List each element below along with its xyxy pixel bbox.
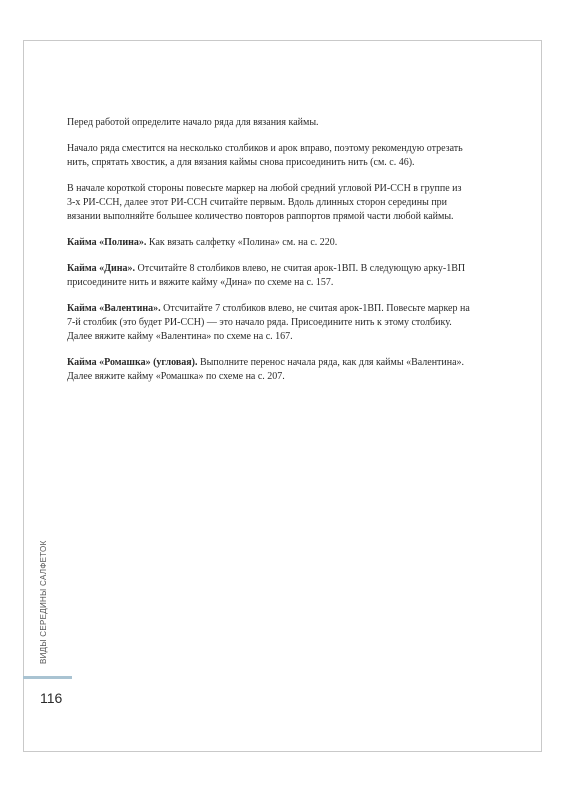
paragraph-border-valentina (67, 302, 472, 344)
paragraph-text: Выполните перенос начала ряда, как для каймы «Валентина». Далее вяжите кайму «Ромашка» по схеме на с. 207. (67, 357, 465, 382)
paragraph-text: В начале короткой стороны повесьте маркер на любой средний угловой РИ-ССН в группе из 3-х РИ-ССН, далее этот РИ-ССН считайте первым. Вдоль длинных сторон середины при вязании выполняйте большее количество повторов раппортов прямой части любой каймы. (67, 183, 462, 222)
paragraph-text: Отсчитайте 8 столбиков влево, не считая арок-1ВП. В следующую арку-1ВП присоедините нить и вяжите кайму «Дина» по схеме на с. 157. (67, 263, 466, 288)
paragraph-border-romashka (67, 356, 472, 384)
paragraph-border-polina (67, 236, 472, 250)
accent-bar (23, 676, 72, 679)
paragraph-text: Как вязать салфетку «Полина» см. на с. 220. (146, 237, 338, 248)
border-title-polina: Кайма «Полина». (67, 237, 147, 248)
paragraph-text: Перед работой определите начало ряда для вязания каймы. (67, 117, 319, 128)
paragraph-text: Отсчитайте 7 столбиков влево, не считая арок-1ВП. Повесьте маркер на 7-й столбик (это будет РИ-ССН) — это начало ряда. Присоедините нить к этому столбику. Далее вяжите кайму «Валентина» по схеме на с. 167. (67, 303, 470, 342)
paragraph-row-start-shift (67, 142, 472, 170)
paragraph-intro (67, 116, 472, 130)
paragraph-border-dina (67, 262, 472, 290)
page-number: 116 (40, 690, 63, 706)
section-side-label: ВИДЫ СЕРЕДИНЫ САЛФЕТОК (39, 540, 48, 664)
border-title-valentina: Кайма «Валентина». (67, 303, 161, 314)
paragraph-text: Начало ряда сместится на несколько столбиков и арок вправо, поэтому рекомендую отрезать нить, спрятать хвостик, а для вязания каймы снова присоединить нить (см. с. 46). (67, 143, 463, 168)
page-body (67, 116, 472, 396)
border-title-dina: Кайма «Дина». (67, 263, 136, 274)
border-title-romashka: Кайма «Ромашка» (угловая). (67, 357, 198, 368)
paragraph-marker (67, 182, 472, 224)
